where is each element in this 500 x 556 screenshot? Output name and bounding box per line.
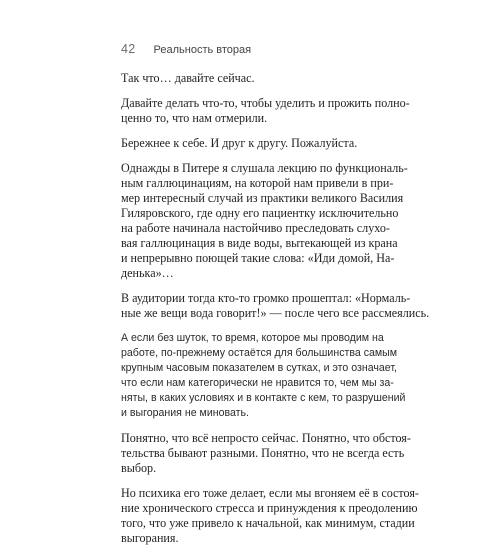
text-line: работе, по-прежнему остаётся для большинства самым [121, 347, 398, 359]
paragraph [121, 161, 408, 281]
text-line: того, что уже привело к начальной, как минимум, стадии [121, 516, 415, 530]
text-line: Однажды в Питере я слушала лекцию по функциональ- [121, 161, 408, 175]
body-text [121, 71, 430, 556]
text-line: Гиляровского, где одну его пациентку исключительно [121, 206, 399, 220]
text-line: и непрерывно поющей такие слова: «Иди домой, На- [121, 251, 395, 265]
text-line: А если без шуток, то время, которое мы проводим на [121, 332, 384, 344]
page-number: 42 [121, 42, 136, 56]
text-line: что если нам категорически не нравится то, чем мы за- [121, 377, 394, 389]
text-line: на работе начинала настойчиво преследовать слухо- [121, 221, 390, 235]
text-line: В аудитории тогда кто-то громко прошептал: «Нормаль- [121, 291, 411, 305]
paragraph [121, 96, 410, 126]
text-line: и выгорания не миновать. [121, 407, 249, 419]
paragraph [121, 291, 430, 321]
running-title: Реальность вторая [153, 44, 252, 56]
text-line: выгорания. [121, 531, 179, 545]
text-line: крупным часовым показателем в сутках, и это означает, [121, 362, 397, 374]
text-line: выбор. [121, 461, 157, 475]
page-header [121, 40, 251, 58]
text-line: няты, в каких условиях и в контакте с кем, то разрушений [121, 392, 406, 404]
text-line: Давайте делать что-то, чтобы уделить и прожить полно- [121, 96, 410, 110]
text-line: Понятно, что всё непросто сейчас. Понятно, что обстоя- [121, 431, 411, 445]
text-line: ние хронического стресса и принуждения к преодолению [121, 501, 418, 515]
text-line: ным галлюцинациям, на которой нам привели в при- [121, 176, 394, 190]
paragraph [121, 431, 411, 476]
text-line: тельства бывают разными. Понятно, что не всегда есть [121, 446, 405, 460]
text-line: Так что… давайте сейчас. [121, 71, 255, 85]
text-line: ценно то, что нам отмерили. [121, 111, 268, 125]
paragraph [121, 486, 419, 546]
paragraph [121, 71, 389, 86]
paragraph [121, 136, 389, 151]
text-line: ные же вещи вода говорит!» — после чего все рассмеялись. [121, 306, 430, 320]
text-line: денька»… [121, 266, 174, 280]
text-line: мер интересный случай из практики великого Василия [121, 191, 404, 205]
text-line: Бережнее к себе. И друг к другу. Пожалуйста. [121, 136, 358, 150]
text-line: Но психика его тоже делает, если мы вгоняем её в состоя- [121, 486, 419, 500]
text-line: вая галлюцинация в виде воды, вытекающей из крана [121, 236, 398, 250]
paragraph [121, 331, 406, 421]
